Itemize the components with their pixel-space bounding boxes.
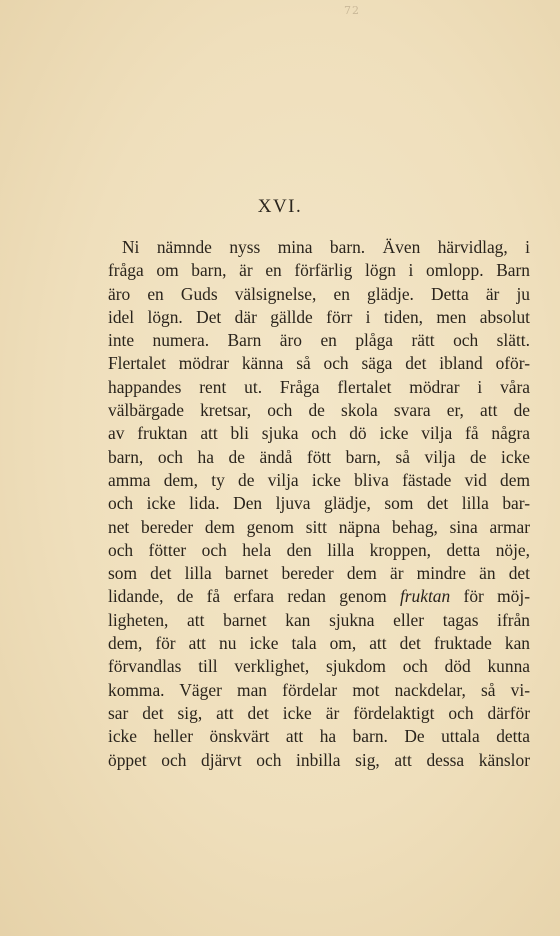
- text-line: [108, 399, 530, 422]
- text-line: [108, 749, 530, 772]
- text-segment: happandes rent ut. Fråga flertalet mödrar i våra: [108, 376, 530, 397]
- text-line: [108, 632, 530, 655]
- text-segment: ligheten, att barnet kan sjukna eller tagas ifrån: [108, 609, 530, 630]
- text-segment: öppet och djärvt och inbilla sig, att dessa känslor: [108, 749, 530, 770]
- text-segment: fråga om barn, är en förfärlig lögn i omlopp. Barn: [108, 260, 530, 281]
- body-text: [108, 236, 530, 772]
- text-segment: förvandlas till verklighet, sjukdom och död kunna: [108, 656, 530, 677]
- text-segment: Ni nämnde nyss mina barn. Även härvidlag, i: [122, 237, 530, 257]
- text-line: [108, 259, 530, 282]
- text-segment: barn, och ha de ändå fött barn, så vilja de icke: [108, 446, 530, 467]
- text-segment: och icke lida. Den ljuva glädje, som det lilla bar-: [108, 493, 530, 514]
- text-segment: Flertalet mödrar känna så och säga det ibland oför-: [108, 353, 530, 374]
- text-line: [108, 283, 530, 306]
- text-segment: av fruktan att bli sjuka och dö icke vilja få några: [108, 423, 530, 444]
- text-line: [108, 539, 530, 562]
- text-line: [108, 725, 530, 748]
- text-segment: äro en Guds välsignelse, en glädje. Detta är ju: [108, 283, 530, 304]
- text-segment: amma dem, ty de vilja icke bliva fästade vid dem: [108, 469, 530, 490]
- page-number: 72: [344, 4, 360, 17]
- text-segment: net bereder dem genom sitt näpna behag, sina armar: [108, 516, 530, 537]
- emphasized-word: fruktan: [399, 586, 451, 607]
- text-line: [108, 352, 530, 375]
- text-segment: som det lilla barnet bereder dem är mindre än det: [108, 563, 530, 584]
- text-line: [108, 446, 530, 469]
- text-line: [108, 469, 530, 492]
- text-line: [108, 585, 530, 608]
- text-line: [108, 329, 530, 352]
- text-line: [108, 562, 530, 585]
- text-line: [108, 306, 530, 329]
- text-segment: sar det sig, att det icke är fördelaktigt och därför: [108, 702, 530, 723]
- text-segment: lidande, de få erfara redan genom: [108, 586, 400, 607]
- text-line: [108, 492, 530, 515]
- text-line: [108, 422, 530, 445]
- text-segment: idel lögn. Det där gällde förr i tiden, men absolut: [108, 306, 530, 327]
- text-line: [108, 702, 530, 725]
- chapter-heading: XVI.: [257, 196, 303, 217]
- text-line: [108, 376, 530, 399]
- text-line: [108, 609, 530, 632]
- text-segment: komma. Väger man fördelar mot nackdelar, så vi-: [108, 679, 530, 700]
- text-line: [108, 236, 530, 259]
- text-segment: inte numera. Barn äro en plåga rätt och slätt.: [108, 330, 530, 351]
- text-segment: välbärgade kretsar, och de skola svara er, att de: [108, 400, 530, 421]
- text-segment: och fötter och hela den lilla kroppen, detta nöje,: [108, 539, 530, 560]
- text-segment: för möj-: [450, 586, 530, 607]
- text-line: [108, 679, 530, 702]
- text-segment: dem, för att nu icke tala om, att det fruktade kan: [108, 633, 530, 654]
- text-line: [108, 655, 530, 678]
- text-segment: icke heller önskvärt att ha barn. De uttala detta: [108, 726, 530, 747]
- text-line: [108, 516, 530, 539]
